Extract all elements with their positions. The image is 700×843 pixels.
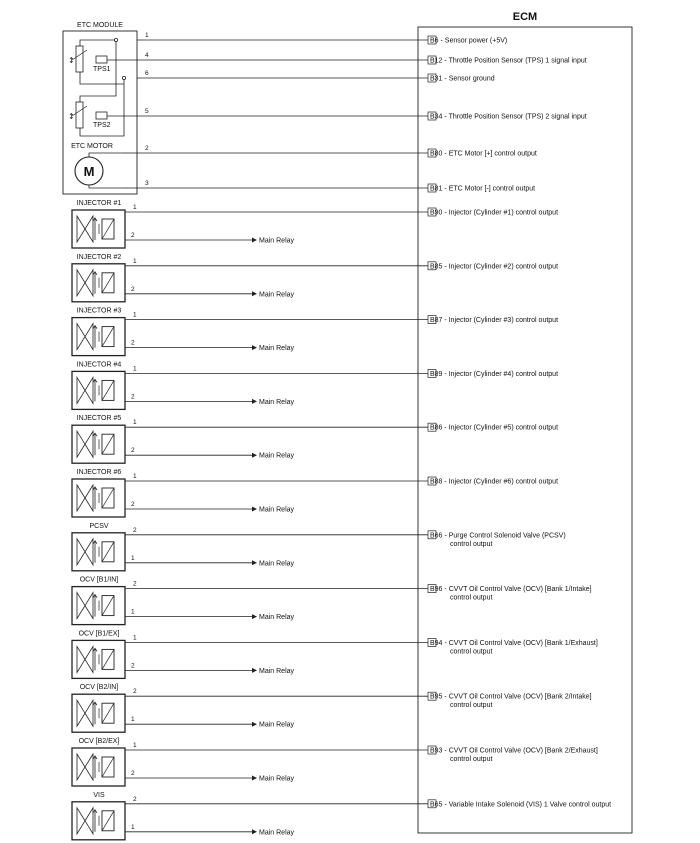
pin-number: 1 [133,311,137,319]
actuator-injector-3 [72,308,558,356]
actuator-ocv-b1-in- [72,577,592,625]
valve-icon [85,431,93,457]
etc-connection-B81 [137,180,535,193]
solenoid-coil-icon [102,219,114,239]
arrow-right-icon [252,345,257,350]
pin-number: 6 [145,70,149,77]
etc-connection-B12 [137,52,587,65]
pin-number: 2 [145,145,149,152]
actuator-name: OCV [B1/EX] [78,630,120,638]
actuator-box [72,533,125,571]
ecm-terminal-label [430,76,495,83]
valve-icon [85,324,93,350]
main-relay-label: Main Relay [259,452,295,460]
solenoid-coil-icon [102,596,114,616]
ecm-pin-code: B94 [430,639,443,647]
etc-connection-B31 [137,70,495,83]
valve-icon [85,485,93,511]
ecm-terminal-label [430,114,587,121]
ecm-pin-desc: - CVVT Oil Control Valve (OCV) [Bank 2/Exhaust] [442,747,598,755]
pin-number: 1 [131,823,135,831]
main-relay-label: Main Relay [259,829,295,837]
ecm-pin-code: B81 [430,185,443,193]
arrow-right-icon [252,722,257,727]
arrow-right-icon [252,507,257,512]
actuator-ocv-b2-in- [72,684,592,732]
motor-symbol: M [83,164,95,179]
actuator-name: INJECTOR #5 [76,415,122,423]
solenoid-coil-icon [102,649,114,669]
etc-module [63,22,137,194]
pin-number: 1 [131,716,135,724]
main-relay-label: Main Relay [259,237,295,245]
actuator-name: OCV [B1/IN] [79,576,119,584]
solenoid-coil-icon [102,273,114,293]
svg-text:↕: ↕ [68,56,75,65]
valve-icon [77,377,85,403]
ecm-pin-code: B88 [430,478,443,486]
ecm-pin-desc: - Injector (Cylinder #3) control output [442,317,559,325]
main-relay-label: Main Relay [259,345,295,353]
arrow-right-icon [252,829,257,834]
main-relay-label: Main Relay [259,614,295,622]
pin-number: 2 [131,447,135,455]
ecm-pin-desc-line2: control output [450,756,493,763]
main-relay-label: Main Relay [259,721,295,729]
ecm-pin-code: B34 [430,113,443,121]
ecm-pin-desc: - Injector (Cylinder #1) control output [442,209,559,217]
valve-icon [77,808,85,834]
actuator-box [72,694,125,732]
pin-number: 1 [131,554,135,562]
ecm-terminal-label [430,532,566,539]
actuator-box [72,425,125,463]
ecm-terminal-label [430,748,598,755]
solenoid-coil-icon [102,327,114,347]
actuator-injector-1 [72,200,558,248]
arrow-right-icon [252,614,257,619]
ecm-pin-desc: - CVVT Oil Control Valve (OCV) [Bank 2/Intake] [442,693,592,701]
ecm-pin-code: B96 [430,586,443,594]
pin-number: 2 [131,501,135,508]
tps2-sensor [68,102,111,129]
valve-icon [85,377,93,403]
etc-connection-B80 [137,145,537,158]
valve-icon [85,808,93,834]
pin-number: 2 [131,662,135,670]
actuator-box [72,264,125,302]
pin-number: 5 [145,108,149,115]
ecm-terminal-label [430,58,587,65]
valve-icon [77,539,85,565]
ecm-pin-desc-line2: control output [450,594,493,602]
actuator-name: INJECTOR #2 [76,253,122,261]
valve-icon [77,593,85,619]
pin-number: 1 [133,419,137,427]
actuator-box [72,371,125,409]
ecm-pin-desc: - ETC Motor [+] control output [442,150,537,158]
pin-number: 1 [133,204,137,211]
ecm-terminal-label [430,38,507,45]
pin-number: 2 [131,339,135,347]
ecm-terminal-label [430,640,598,647]
pin-number: 2 [133,526,137,534]
etc-motor-icon [75,153,137,188]
tps2-label: TPS2 [93,122,111,129]
ecm-pin-code: B89 [430,370,443,378]
actuator-box [72,479,125,517]
valve-icon [77,216,85,242]
pin-number: 2 [131,232,135,239]
ecm-terminal-label [430,694,592,701]
solenoid-coil-icon [102,434,114,454]
ecm-terminal-label [430,263,558,270]
ecm-pin-code: B95 [430,693,443,701]
arrow-right-icon [252,560,257,565]
pin-number: 1 [133,742,137,749]
arrow-right-icon [252,776,257,781]
valve-icon [77,754,85,780]
ecm-pin-desc: - Sensor power (+5V) [438,37,508,45]
actuator-ocv-b2-ex- [72,738,598,786]
solenoid-coil-icon [102,703,114,723]
pin-number: 1 [131,608,135,616]
arrow-right-icon [252,399,257,404]
etc-connection-B34 [137,108,587,121]
ecm-pin-desc: - ETC Motor [-] control output [442,185,536,193]
ecm-pin-code: B6 [430,37,439,45]
actuator-name: INJECTOR #3 [76,307,122,315]
ecm-terminal-label [430,479,558,486]
ecm-pin-code: B66 [430,532,443,540]
solenoid-coil-icon [102,811,114,831]
ecm-terminal-label [430,425,558,432]
ecm-terminal-label [430,210,558,217]
pin-number: 2 [131,770,135,777]
ecm-terminal-label [430,586,592,593]
valve-icon [85,593,93,619]
ecm-terminal-label [430,151,537,158]
actuator-name: VIS [93,791,105,799]
actuator-injector-6 [72,469,558,517]
valve-icon [85,754,93,780]
main-relay-label: Main Relay [259,560,295,568]
ecm-pin-desc: - CVVT Oil Control Valve (OCV) [Bank 1/Exhaust] [442,639,598,647]
actuator-box [72,210,125,248]
tps1-sensor [68,46,111,73]
ecm-pin-desc: - Injector (Cylinder #6) control output [442,478,559,486]
actuator-injector-4 [72,361,558,409]
actuator-injector-5 [72,415,558,463]
pin-number: 2 [131,393,135,401]
valve-icon [77,324,85,350]
main-relay-label: Main Relay [259,506,295,514]
ecm-pin-code: B90 [430,209,443,217]
valve-icon [85,700,93,726]
valve-icon [85,216,93,242]
actuator-box [72,748,125,786]
actuator-name: INJECTOR #6 [76,469,122,476]
ecm-pin-desc: - Throttle Position Sensor (TPS) 2 signal input [442,113,587,121]
ecm-title: ECM [512,11,538,23]
valve-icon [77,431,85,457]
actuator-box [72,318,125,356]
solenoid-coil-icon [102,488,114,508]
etc-module-title: ETC MODULE [77,22,123,29]
ecm-pin-desc-line2: control output [450,540,493,548]
solenoid-coil-icon [102,380,114,400]
pin-number: 1 [133,634,137,642]
arrow-right-icon [252,238,257,243]
actuator-name: INJECTOR #1 [76,200,122,207]
ecm-pin-desc: - Injector (Cylinder #4) control output [442,370,559,378]
pin-number: 2 [133,580,137,588]
ecm-pin-desc-line2: control output [450,702,493,710]
actuator-pcsv [72,523,566,571]
ecm-pin-desc: - Sensor ground [442,75,495,83]
ecm-pin-desc: - Variable Intake Solenoid (VIS) 1 Valve control output [442,801,612,809]
ecm-pin-desc: - CVVT Oil Control Valve (OCV) [Bank 1/Intake] [442,586,592,594]
solenoid-coil-icon [102,542,114,562]
actuator-name: PCSV [89,522,109,530]
main-relay-label: Main Relay [259,291,295,299]
actuator-injector-2 [72,254,558,302]
etc-connection-B6 [137,32,507,45]
ecm-terminal-label [430,371,558,378]
valve-icon [77,485,85,511]
valve-icon [85,539,93,565]
tps1-label: TPS1 [93,66,111,73]
arrow-right-icon [252,291,257,296]
svg-text:↕: ↕ [68,112,75,121]
pin-number: 1 [133,473,137,480]
pin-number: 1 [133,365,137,373]
actuator-name: OCV [B2/IN] [79,684,119,692]
ecm-pin-code: B87 [430,317,443,325]
pin-number: 4 [145,52,149,59]
valve-icon [85,270,93,296]
ecm-pin-code: B93 [430,747,443,755]
ecm-pin-desc-line2: control output [450,648,493,656]
arrow-right-icon [252,668,257,673]
actuator-box [72,640,125,678]
etc-motor-title: ETC MOTOR [71,143,113,150]
pin-number: 2 [133,688,137,696]
ecm-pin-code: B85 [430,263,443,271]
actuator-box [72,802,125,840]
actuator-name: OCV [B2/EX] [78,738,120,745]
ecm-pin-code: B31 [430,75,443,83]
main-relay-label: Main Relay [259,398,295,406]
ecm-pin-desc: - Injector (Cylinder #2) control output [442,263,559,271]
actuator-box [72,587,125,625]
pin-number: 3 [145,180,149,187]
ecm-pin-code: B12 [430,57,443,65]
valve-icon [77,700,85,726]
pin-number: 1 [145,32,149,39]
valve-icon [77,646,85,672]
ecm-pin-desc: - Injector (Cylinder #5) control output [442,424,559,432]
ecm-terminal-label [430,801,611,808]
ecm-pin-code: B86 [430,424,443,432]
ecm-pin-desc: - Purge Control Solenoid Valve (PCSV) [442,532,566,540]
solenoid-coil-icon [102,757,114,777]
arrow-right-icon [252,453,257,458]
main-relay-label: Main Relay [259,775,295,783]
pin-number: 2 [131,285,135,293]
ecm-pin-code: B65 [430,801,443,809]
ecm-pin-code: B80 [430,150,443,158]
actuator-name: INJECTOR #4 [76,361,122,369]
main-relay-label: Main Relay [259,667,295,675]
pin-number: 2 [133,795,137,803]
valve-icon [77,270,85,296]
ecm-pin-desc: - Throttle Position Sensor (TPS) 1 signal input [442,57,587,65]
valve-icon [85,646,93,672]
ecm-terminal-label [430,317,558,324]
pin-number: 1 [133,257,137,265]
actuator-ocv-b1-ex- [72,630,598,678]
ecm-terminal-label [430,186,535,193]
